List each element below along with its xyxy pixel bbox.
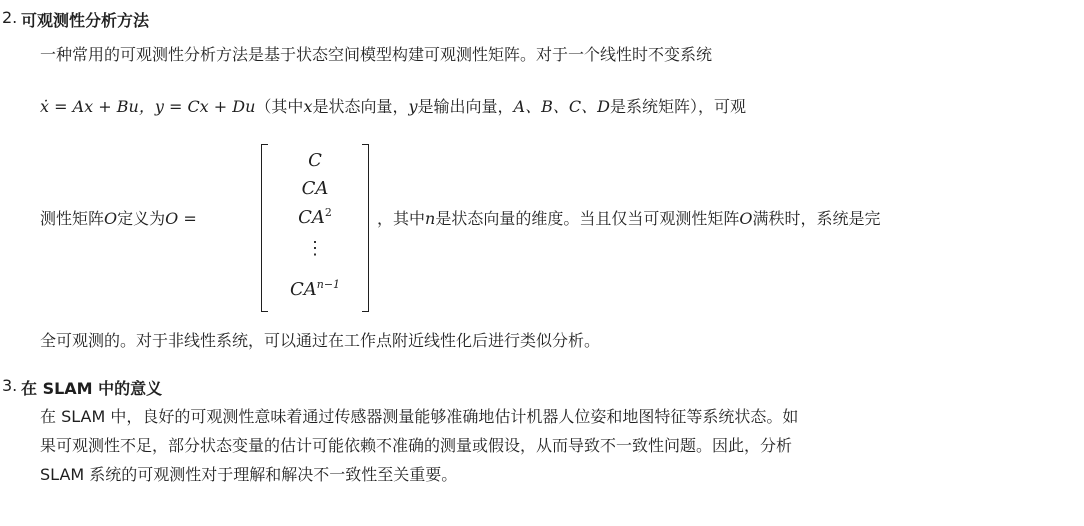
paragraph-line: 在 SLAM 中，良好的可观测性意味着通过传感器测量能够准确地估计机器人位姿和地图特征等系统状态。如	[40, 407, 799, 426]
var-y: y	[408, 97, 418, 116]
var-O: O	[104, 209, 118, 228]
var-x: x	[303, 97, 313, 116]
text-span: （其中	[255, 97, 304, 116]
text-span: 是输出向量，	[417, 97, 514, 116]
var-O: O	[739, 209, 753, 228]
paragraph-line: 果可观测性不足，部分状态变量的估计可能依赖不准确的测量或假设，从而导致不一致性问题。因此，分析	[40, 436, 793, 455]
paragraph-line: SLAM 系统的可观测性对于理解和解决不一致性至关重要。	[40, 465, 458, 484]
text-span: 测性矩阵	[40, 209, 105, 228]
var-n: n	[425, 209, 436, 228]
equation-line	[40, 92, 746, 121]
matrix-equals: O =	[165, 209, 197, 228]
matrix-definition-line	[40, 206, 197, 229]
section-number: 2.	[2, 8, 18, 27]
state-space-equation: ẋ = Ax + Bu，y = Cx + Du	[40, 97, 256, 116]
matrix-row: CA	[301, 178, 329, 199]
paragraph-line: 全可观测的。对于非线性系统，可以通过在工作点附近线性化后进行类似分析。	[40, 331, 601, 350]
matrix-row	[261, 278, 369, 300]
matrix-row-text: CA	[298, 207, 325, 228]
matrix-row-text: CA	[289, 279, 317, 300]
matrix-description	[377, 206, 880, 229]
section-title: 可观测性分析方法	[21, 11, 150, 30]
text-span: 是状态向量的维度。当且仅当可观测性矩阵	[435, 209, 740, 228]
exponent: n−1	[316, 278, 341, 291]
section-number: 3.	[2, 376, 18, 395]
system-matrices: A、B、C、D	[513, 97, 610, 116]
matrix-row: C	[308, 150, 322, 171]
paragraph-line: 一种常用的可观测性分析方法是基于状态空间模型构建可观测性矩阵。对于一个线性时不变系统	[40, 45, 713, 64]
matrix-row	[261, 206, 369, 228]
section-title: 在 SLAM 中的意义	[21, 379, 163, 398]
text-span: 满秩时，系统是完	[752, 209, 881, 228]
observability-matrix	[261, 144, 369, 312]
text-span: 定义为	[117, 209, 166, 228]
exponent: 2	[324, 206, 332, 219]
matrix-row-ellipsis: ⋮	[306, 238, 324, 259]
text-span: 是系统矩阵），可观	[609, 97, 746, 116]
text-span: 是状态向量，	[312, 97, 409, 116]
text-span: ，其中	[377, 209, 426, 228]
